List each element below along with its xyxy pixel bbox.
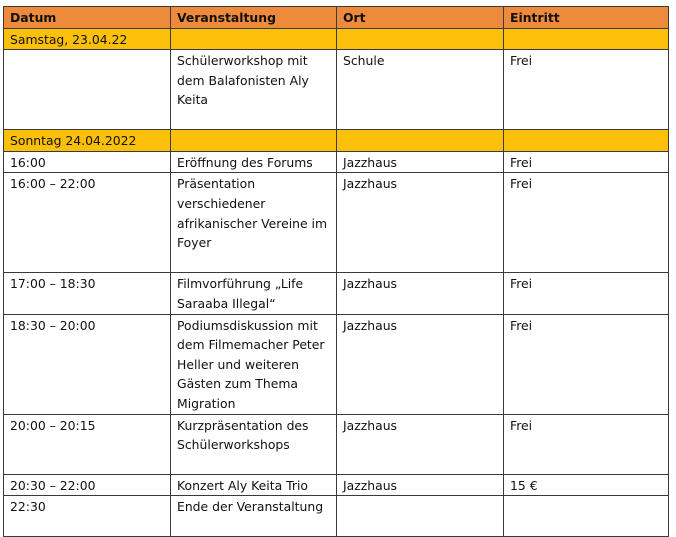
cell-entry: Frei <box>504 414 669 474</box>
schedule-table <box>3 6 669 537</box>
cell-entry: Frei <box>504 50 669 130</box>
day-filler <box>337 130 504 152</box>
cell-place: Jazzhaus <box>337 474 504 496</box>
day-row-sunday <box>4 130 669 152</box>
table-row <box>4 314 669 414</box>
header-ort: Ort <box>337 7 504 29</box>
cell-time: 17:00 – 18:30 <box>4 273 171 314</box>
cell-place: Jazzhaus <box>337 414 504 474</box>
day-filler <box>171 28 337 50</box>
cell-entry: Frei <box>504 151 669 173</box>
day-label: Samstag, 23.04.22 <box>4 28 171 50</box>
day-filler <box>171 130 337 152</box>
day-label: Sonntag 24.04.2022 <box>4 130 171 152</box>
table-row <box>4 50 669 130</box>
cell-time <box>4 50 171 130</box>
cell-place: Jazzhaus <box>337 173 504 273</box>
schedule-table-container <box>3 6 669 537</box>
cell-place: Jazzhaus <box>337 314 504 414</box>
cell-place <box>337 496 504 537</box>
cell-entry: 15 € <box>504 474 669 496</box>
day-row-saturday <box>4 28 669 50</box>
cell-event: Eröffnung des Forums <box>171 151 337 173</box>
cell-event: Schülerworkshop mit dem Balafonisten Aly Keita <box>171 50 337 130</box>
cell-event: Ende der Veranstaltung <box>171 496 337 537</box>
cell-time: 16:00 <box>4 151 171 173</box>
cell-place: Jazzhaus <box>337 151 504 173</box>
cell-time: 20:30 – 22:00 <box>4 474 171 496</box>
cell-time: 20:00 – 20:15 <box>4 414 171 474</box>
table-row <box>4 474 669 496</box>
table-row <box>4 151 669 173</box>
day-filler <box>337 28 504 50</box>
header-datum: Datum <box>4 7 171 29</box>
cell-event: Kurzpräsentation des Schülerworkshops <box>171 414 337 474</box>
header-veranstaltung: Veranstaltung <box>171 7 337 29</box>
cell-entry: Frei <box>504 314 669 414</box>
table-row <box>4 496 669 537</box>
cell-entry: Frei <box>504 173 669 273</box>
header-eintritt: Eintritt <box>504 7 669 29</box>
cell-entry <box>504 496 669 537</box>
cell-event: Konzert Aly Keita Trio <box>171 474 337 496</box>
table-row <box>4 273 669 314</box>
cell-place: Schule <box>337 50 504 130</box>
day-filler <box>504 130 669 152</box>
cell-place: Jazzhaus <box>337 273 504 314</box>
cell-event: Podiumsdiskussion mit dem Filmemacher Peter Heller und weiteren Gästen zum Thema Migration <box>171 314 337 414</box>
table-row <box>4 414 669 474</box>
cell-event: Präsentation verschiedener afrikanischer Vereine im Foyer <box>171 173 337 273</box>
cell-event: Filmvorführung „Life Saraaba Illegal“ <box>171 273 337 314</box>
cell-time: 22:30 <box>4 496 171 537</box>
table-header-row <box>4 7 669 29</box>
cell-time: 16:00 – 22:00 <box>4 173 171 273</box>
table-row <box>4 173 669 273</box>
cell-entry: Frei <box>504 273 669 314</box>
day-filler <box>504 28 669 50</box>
cell-time: 18:30 – 20:00 <box>4 314 171 414</box>
